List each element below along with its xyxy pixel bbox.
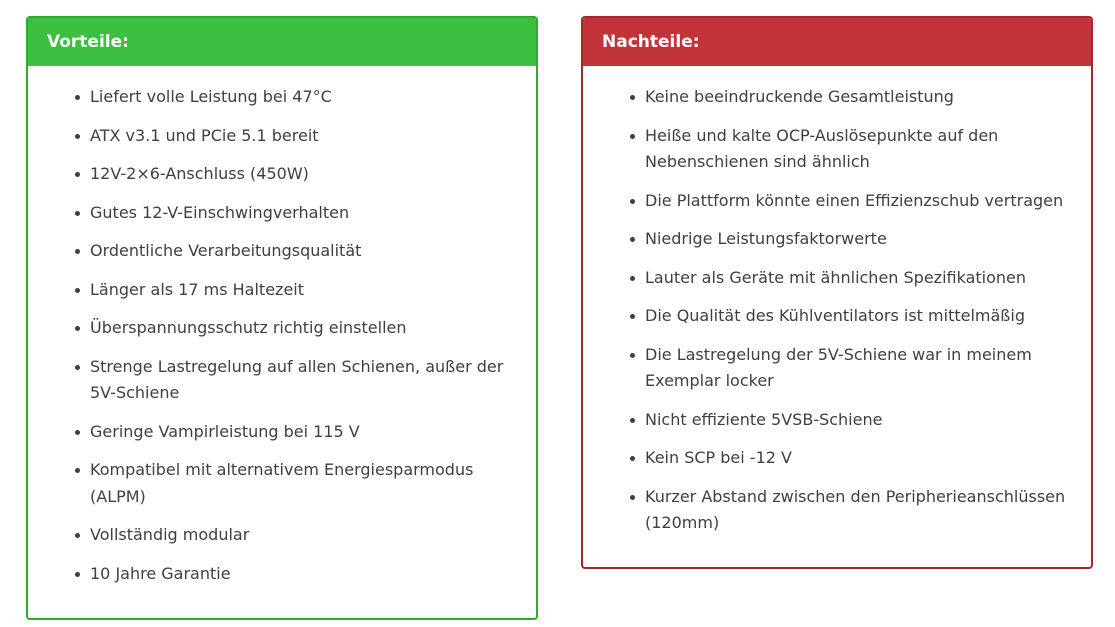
cons-item: Kurzer Abstand zwischen den Peripherieanschlüssen (120mm) xyxy=(630,484,1081,537)
cons-item: Nicht effiziente 5VSB-Schiene xyxy=(630,407,1081,434)
cons-title: Nachteile: xyxy=(602,32,700,52)
pros-header xyxy=(28,18,536,66)
pros-item: Strenge Lastregelung auf allen Schienen, außer der 5V-Schiene xyxy=(75,354,526,407)
pros-item: Länger als 17 ms Haltezeit xyxy=(75,277,526,304)
pros-item: 12V-2×6-Anschluss (450W) xyxy=(75,161,526,188)
pros-box xyxy=(26,16,538,620)
cons-item: Kein SCP bei -12 V xyxy=(630,445,1081,472)
cons-item: Lauter als Geräte mit ähnlichen Spezifikationen xyxy=(630,265,1081,292)
cons-item: Keine beeindruckende Gesamtleistung xyxy=(630,84,1081,111)
pros-item: Vollständig modular xyxy=(75,522,526,549)
cons-box xyxy=(581,16,1093,569)
pros-list xyxy=(28,66,536,587)
cons-item: Die Plattform könnte einen Effizienzschub vertragen xyxy=(630,188,1081,215)
cons-list xyxy=(583,66,1091,537)
cons-item: Die Qualität des Kühlventilators ist mittelmäßig xyxy=(630,303,1081,330)
pros-item: ATX v3.1 und PCie 5.1 bereit xyxy=(75,123,526,150)
pros-item: Ordentliche Verarbeitungsqualität xyxy=(75,238,526,265)
cons-item: Niedrige Leistungsfaktorwerte xyxy=(630,226,1081,253)
pros-item: Kompatibel mit alternativem Energiesparmodus (ALPM) xyxy=(75,457,526,510)
cons-item: Heiße und kalte OCP-Auslösepunkte auf den Nebenschienen sind ähnlich xyxy=(630,123,1081,176)
cons-header xyxy=(583,18,1091,66)
pros-item: 10 Jahre Garantie xyxy=(75,561,526,588)
pros-title: Vorteile: xyxy=(47,32,129,52)
pros-item: Geringe Vampirleistung bei 115 V xyxy=(75,419,526,446)
pros-item: Gutes 12-V-Einschwingverhalten xyxy=(75,200,526,227)
pros-item: Überspannungsschutz richtig einstellen xyxy=(75,315,526,342)
pros-item: Liefert volle Leistung bei 47°C xyxy=(75,84,526,111)
cons-item: Die Lastregelung der 5V-Schiene war in meinem Exemplar locker xyxy=(630,342,1081,395)
